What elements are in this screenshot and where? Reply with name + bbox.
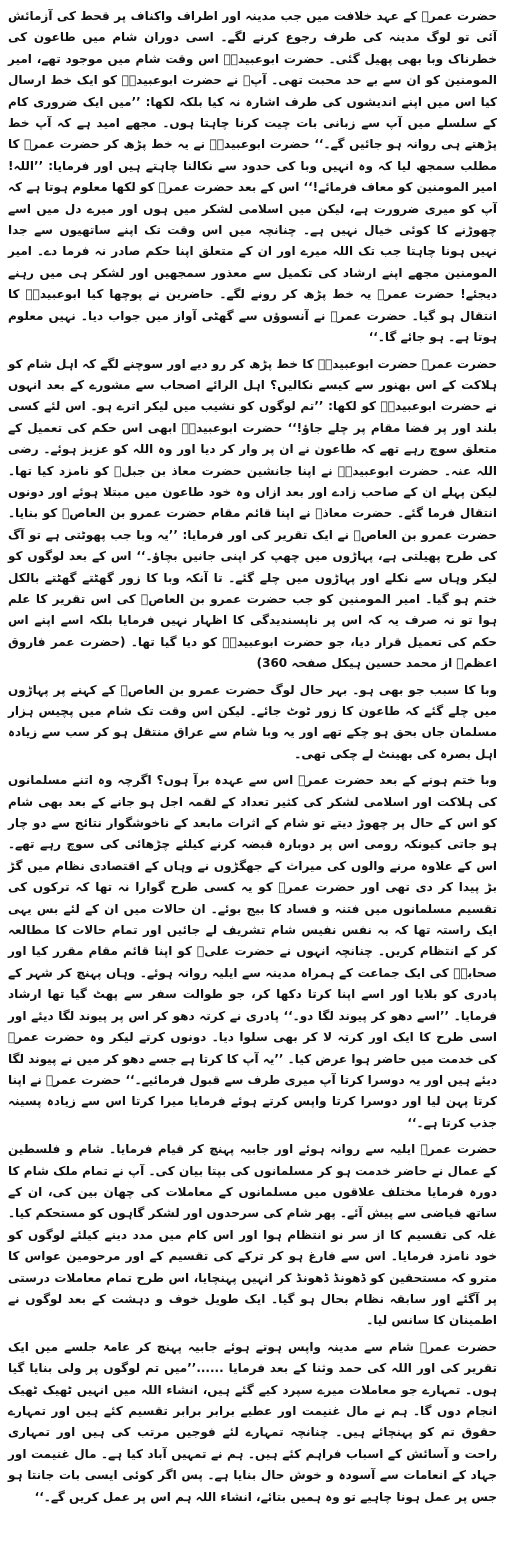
paragraph: وبا کا سبب جو بھی ہو۔ بہر حال لوگ حضرت عمرو بن العاصؓ کے کہنے پر پہاڑوں میں چلے گئے کہ طاعون کا زور ٹوٹ جائے۔ لیکن اس وقت تک شام میں پچیس ہزار مسلمان جاں بحق ہو چکے تھے اور یہ وبا شام سے عراق منتقل ہو کر سب سے زیادہ اہل بصرہ کی بھینٹ لے چکی تھی۔ [8, 682, 497, 761]
paragraph: حضرت عمرؓ کے عہد خلافت میں جب مدینہ اور اطراف واکناف پر قحط کی آزمائش آئی تو لوگ مدینہ کی طرف رجوع کرنے لگے۔ اسی دوران شام میں طاعون کی خطرناک وبا بھی پھیل گئی۔ حضرت ابوعبیدہؓ اس وقت شام میں موجود تھے، امیر المومنین کو ان سے بے حد محبت تھی۔ آپؓ نے حضرت ابوعبیدہؓ کو ایک خط ارسال کیا اس میں اپنے اندیشوں کی طرف اشارہ نہ کیا بلکہ لکھا: ’’میں ایک ضروری کام کے سلسلے میں آپ سے زبانی بات چیت کرنا چاہتا ہوں۔ مجھے امید ہے کہ آپ خط پڑھتے ہی روانہ ہو جائیں گے۔‘‘ حضرت ابوعبیدہؓ نے یہ خط پڑھ کر حضرت عمرؓ کا مطلب سمجھ لیا کہ وہ انہیں وبا کی حدود سے نکالنا چاہتے ہیں اور فرمایا: ’’اللہ! امیر المومنین کو معاف فرمائے!‘‘ اس کے بعد حضرت عمرؓ کو لکھا معلوم ہوتا ہے کہ آپ کو میری ضرورت ہے، لیکن میں اسلامی لشکر میں ہوں اور میرے دل میں اسے چھوڑنے کا کوئی خیال نہیں ہے۔ چنانچہ میں اس وقت تک اپنے ساتھیوں سے جدا نہیں ہونا چاہتا جب تک اللہ میرے اور ان کے متعلق اپنا حکم صادر نہ فرما دے۔ امیر المومنین مجھے اپنے ارشاد کی تکمیل سے معذور سمجھیں اور لشکر ہی میں رہنے دیجئے! حضرت عمرؓ یہ خط پڑھ کر رونے لگے۔ حاضرین نے پوچھا کیا ابوعبیدہؓ کا انتقال ہو گیا۔ حضرت عمرؓ نے آنسوؤں سے گھٹی آواز میں جواب دیا۔ نہیں معلوم ہوتا ہے۔ ہو جائے گا۔‘‘ [8, 9, 497, 345]
paragraph: حضرت عمرؓ حضرت ابوعبیدہؓ کا خط پڑھ کر رو دیے اور سوچنے لگے کہ اہل شام کو ہلاکت کے اس بھنور سے کیسے نکالیں؟ اہل الرائے اصحاب سے مشورے کے بعد انہوں نے حضرت ابوعبیدہؓ کو لکھا: ’’تم لوگوں کو نشیب میں لیکر اترے ہو۔ اس لئے کسی بلند اور پر فضا مقام پر چلے جاؤ!‘‘ حضرت ابوعبیدہؓ ابھی اس حکم کی تعمیل کے متعلق سوچ رہے تھے کہ طاعون نے ان پر وار کر دیا اور وہ اللہ کو عزیز ہوئے۔ رضی اللہ عنہ۔ حضرت ابوعبیدہؓ نے اپنا جانشین حضرت معاذ بن جبلؓ کو نامزد کیا تھا۔ لیکن پہلے ان کے صاحب زادے اور بعد ازاں وہ خود طاعون میں مبتلا ہوئے اور دونوں انتقال فرما گئے۔ حضرت معاذؓ نے اپنا قائم مقام حضرت عمرو بن العاصؓ کو بنایا۔ حضرت عمرو بن العاصؓ نے ایک تقریر کی اور فرمایا: ’’یہ وبا جب پھوٹتی ہے تو آگ کی طرح پھیلتی ہے، پہاڑوں میں چھپ کر اپنی جانیں بچاؤ۔‘‘ اس کے بعد لوگوں کو لیکر وہاں سے نکلے اور پہاڑوں میں چلے گئے۔ تا آنکہ وبا کا زور گھٹتے گھٹتے بالکل ختم ہو گیا۔ امیر المومنین کو جب حضرت عمرو بن العاصؓ کی اس تقریر کا علم ہوا تو نہ صرف یہ کہ اس پر ناپسندیدگی کا اظہار نہیں فرمایا بلکہ اسے اپنے اس حکم کی تعمیل قرار دیا، جو حضرت ابوعبیدہؓ کو دیا گیا تھا۔ (حضرت عمر فاروق اعظمؓ از محمد حسین ہیکل صفحہ 360) [8, 356, 497, 671]
paragraph: حضرت عمرؓ ایلیہ سے روانہ ہوئے اور جابیہ پہنچ کر قیام فرمایا۔ شام و فلسطین کے عمال نے حاضر خدمت ہو کر مسلمانوں کی بپتا بیان کی۔ آپ نے تمام ملک شام کا دورہ فرمایا مختلف علاقوں میں مسلمانوں کے معاملات کی چھان بین کی، ان کے ساتھ فیاضی سے پیش آئے۔ پھر شام کی سرحدوں اور لشکر گاہوں کو مستحکم کیا۔ غلہ کی تقسیم کا از سر نو انتظام ہوا اور اس کام میں مدد دینے کیلئے لوگوں کو خود نامزد فرمایا۔ اس سے فارغ ہو کر ترکے کی تقسیم کے اور مرحومین عواس کا مترو کہ مستحقین کو ڈھونڈ ڈھونڈ کر انہیں پہنچایا، اس طرح تمام معاملات درستی پر آگئے اور سابقہ نظام بحال ہو گیا۔ ایک طویل خوف و دہشت کے بعد لوگوں نے اطمینان کا سانس لیا۔ [8, 1142, 497, 1328]
paragraph: حضرت عمرؓ شام سے مدینہ واپس ہوتے ہوئے جابیہ پہنچ کر عامۃ جلسے میں ایک تقریر کی اور اللہ کی حمد وثنا کے بعد فرمایا ......’’میں تم لوگوں پر ولی بنایا گیا ہوں۔ تمہارے جو معاملات میرے سپرد کیے گئے ہیں، انشاء اللہ میں انہیں ٹھیک ٹھیک انجام دوں گا۔ ہم نے مال غنیمت اور عطیے برابر برابر تقسیم کئے ہیں اور تمہارے حقوق تم کو پہنچائے ہیں۔ چنانچہ تمہارے لئے فوجیں مرتب کی ہیں اور تمہاری راحت و آسائش کے اسباب فراہم کئے ہیں۔ ہم نے تمہیں آباد کیا ہے۔ مال غنیمت اور جہاد کے انعامات سے آسودہ و خوش حال بنایا ہے۔ پس اگر کوئی ایسی بات جانتا ہو جس پر عمل ہونا چاہیے تو وہ ہمیں بتائے، انشاء اللہ ہم اس پر عمل کریں گے۔‘‘ [8, 1339, 497, 1504]
paragraph: وبا ختم ہونے کے بعد حضرت عمرؓ اس سے عہدہ برآ ہوں؟ اگرچہ وہ اتنے مسلمانوں کی ہلاکت اور اسلامی لشکر کی کثیر تعداد کے لقمہ اجل ہو جانے کے بعد بھی شام کو اس کے حال پر چھوڑ دیتے تو شام کے اثرات مابعد کے ناخوشگوار نتائج سے دو چار ہو جاتی کیونکہ رومی اس پر دوبارہ قبضہ کرنے کیلئے چڑھائی کی سوچ رہے تھے۔ اس کے علاوہ مرنے والوں کی میراث کے جھگڑوں نے وہاں کے اقتصادی نظام میں گڑ بڑ پیدا کر دی تھی اور حضرت عمرؓ کو یہ کسی طرح گوارا نہ تھا کہ ترکوں کی تقسیم مسلمانوں میں فتنہ و فساد کا بیج بوئے۔ ان حالات میں ان کے لئے بس یہی ایک راستہ تھا کہ بہ نفس نفیس شام تشریف لے جائیں اور تمام حالات کا مطالعہ کر کے انتظام کریں۔ چنانچہ انہوں نے حضرت علیؓ کو اپنا قائم مقام مقرر کیا اور صحابہؓ کی ایک جماعت کے ہمراہ مدینہ سے ایلیہ روانہ ہوئے۔ وہاں پہنچ کر شہر کے پادری کو بلایا اور اسے اپنا کرتا دکھا کر، جو طوالت سفر سے پھٹ گیا تھا ارشاد فرمایا۔ ’’اسے دھو کر پیوند لگا دو۔‘‘ پادری نے کرتہ دھو کر اس پر پیوند لگا دیئے اور اسی طرح کا ایک اور کرتہ لا کر بھی سلوا دیا۔ دونوں کرتے لیکر وہ حضرت عمرؓ کی خدمت میں حاضر ہوا عرض کیا۔ ’’یہ آپ کا کرتا ہے جسے دھو کر میں نے پیوند لگا دیئے ہیں اور یہ دوسرا کرتا آپ میری طرف سے قبول فرمائیے۔‘‘ حضرت عمرؓ نے اپنا کرتا پہن لیا اور دوسرا کرتا واپس کرتے ہوئے فرمایا میرا کرتا اس سے زیادہ پسینہ جذب کرتا ہے۔‘‘ [8, 773, 498, 1130]
